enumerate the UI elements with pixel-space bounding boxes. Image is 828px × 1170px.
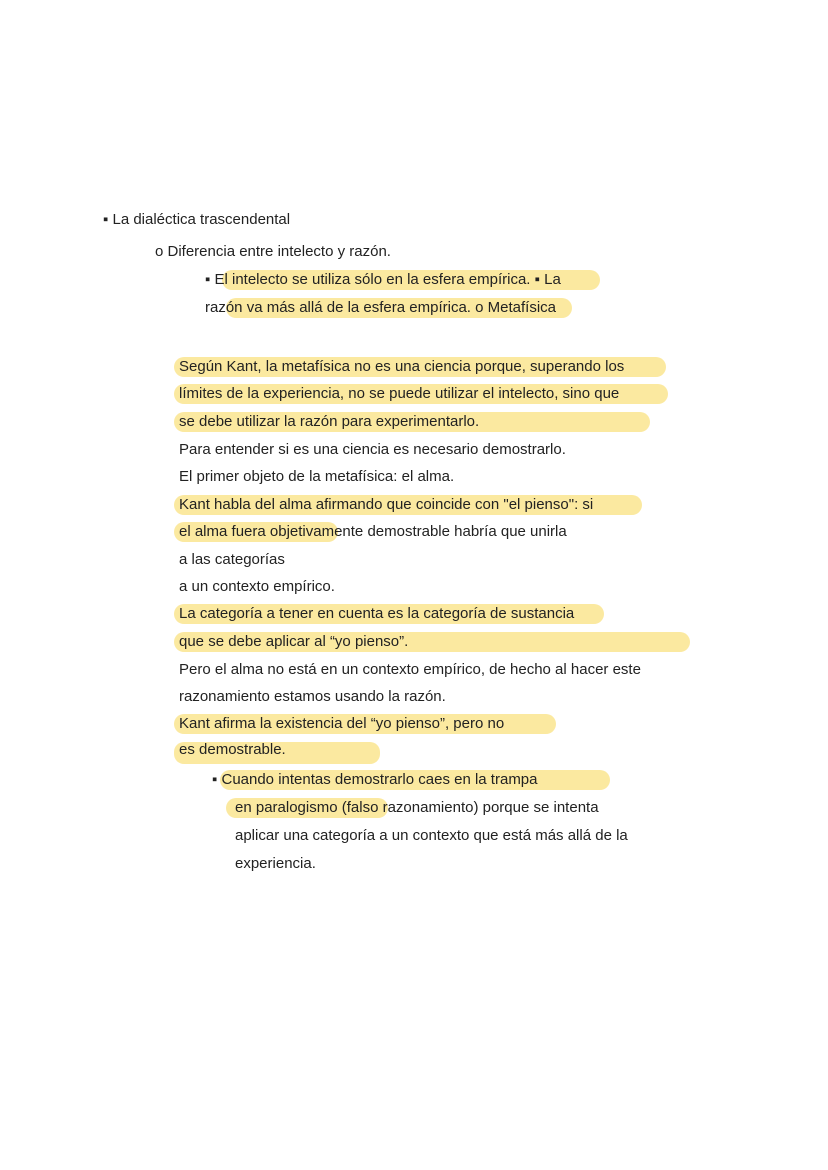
- paragraph-line: se debe utilizar la razón para experimentarlo.: [179, 413, 480, 430]
- paragraph-line: a las categorías: [179, 551, 285, 568]
- paragraph-line: razonamiento estamos usando la razón.: [179, 688, 446, 705]
- paragraph-line: el alma fuera objetivamente demostrable habría que unirla: [179, 523, 567, 540]
- final-bullet-line: experiencia.: [235, 855, 316, 872]
- paragraph-line: Para entender si es una ciencia es necesario demostrarlo.: [179, 441, 566, 458]
- paragraph-line: El primer objeto de la metafísica: el alma.: [179, 468, 455, 485]
- bullet-intelecto: ▪ El intelecto se utiliza sólo en la esfera empírica. ▪ La: [205, 271, 561, 288]
- paragraph-line: a un contexto empírico.: [179, 578, 335, 595]
- paragraph-line: Según Kant, la metafísica no es una ciencia porque, superando los: [179, 358, 625, 375]
- sub-heading: o Diferencia entre intelecto y razón.: [155, 243, 391, 260]
- final-bullet-line: aplicar una categoría a un contexto que está más allá de la: [235, 827, 628, 844]
- section-heading: ▪ La dialéctica trascendental: [103, 211, 291, 228]
- paragraph-line: es demostrable.: [179, 741, 286, 758]
- paragraph-line: límites de la experiencia, no se puede utilizar el intelecto, sino que: [179, 385, 620, 402]
- paragraph-line: Pero el alma no está en un contexto empírico, de hecho al hacer este: [179, 661, 641, 678]
- final-bullet-line: ▪ Cuando intentas demostrarlo caes en la trampa: [212, 771, 538, 788]
- bullet-razon: razón va más allá de la esfera empírica. o Metafísica: [205, 299, 556, 316]
- paragraph-line: Kant habla del alma afirmando que coincide con "el pienso": si: [179, 496, 594, 513]
- final-bullet-line: en paralogismo (falso razonamiento) porque se intenta: [235, 799, 599, 816]
- paragraph-line: La categoría a tener en cuenta es la categoría de sustancia: [179, 605, 575, 622]
- paragraph-line: que se debe aplicar al “yo pienso”.: [179, 633, 409, 650]
- paragraph-line: Kant afirma la existencia del “yo pienso”, pero no: [179, 715, 505, 732]
